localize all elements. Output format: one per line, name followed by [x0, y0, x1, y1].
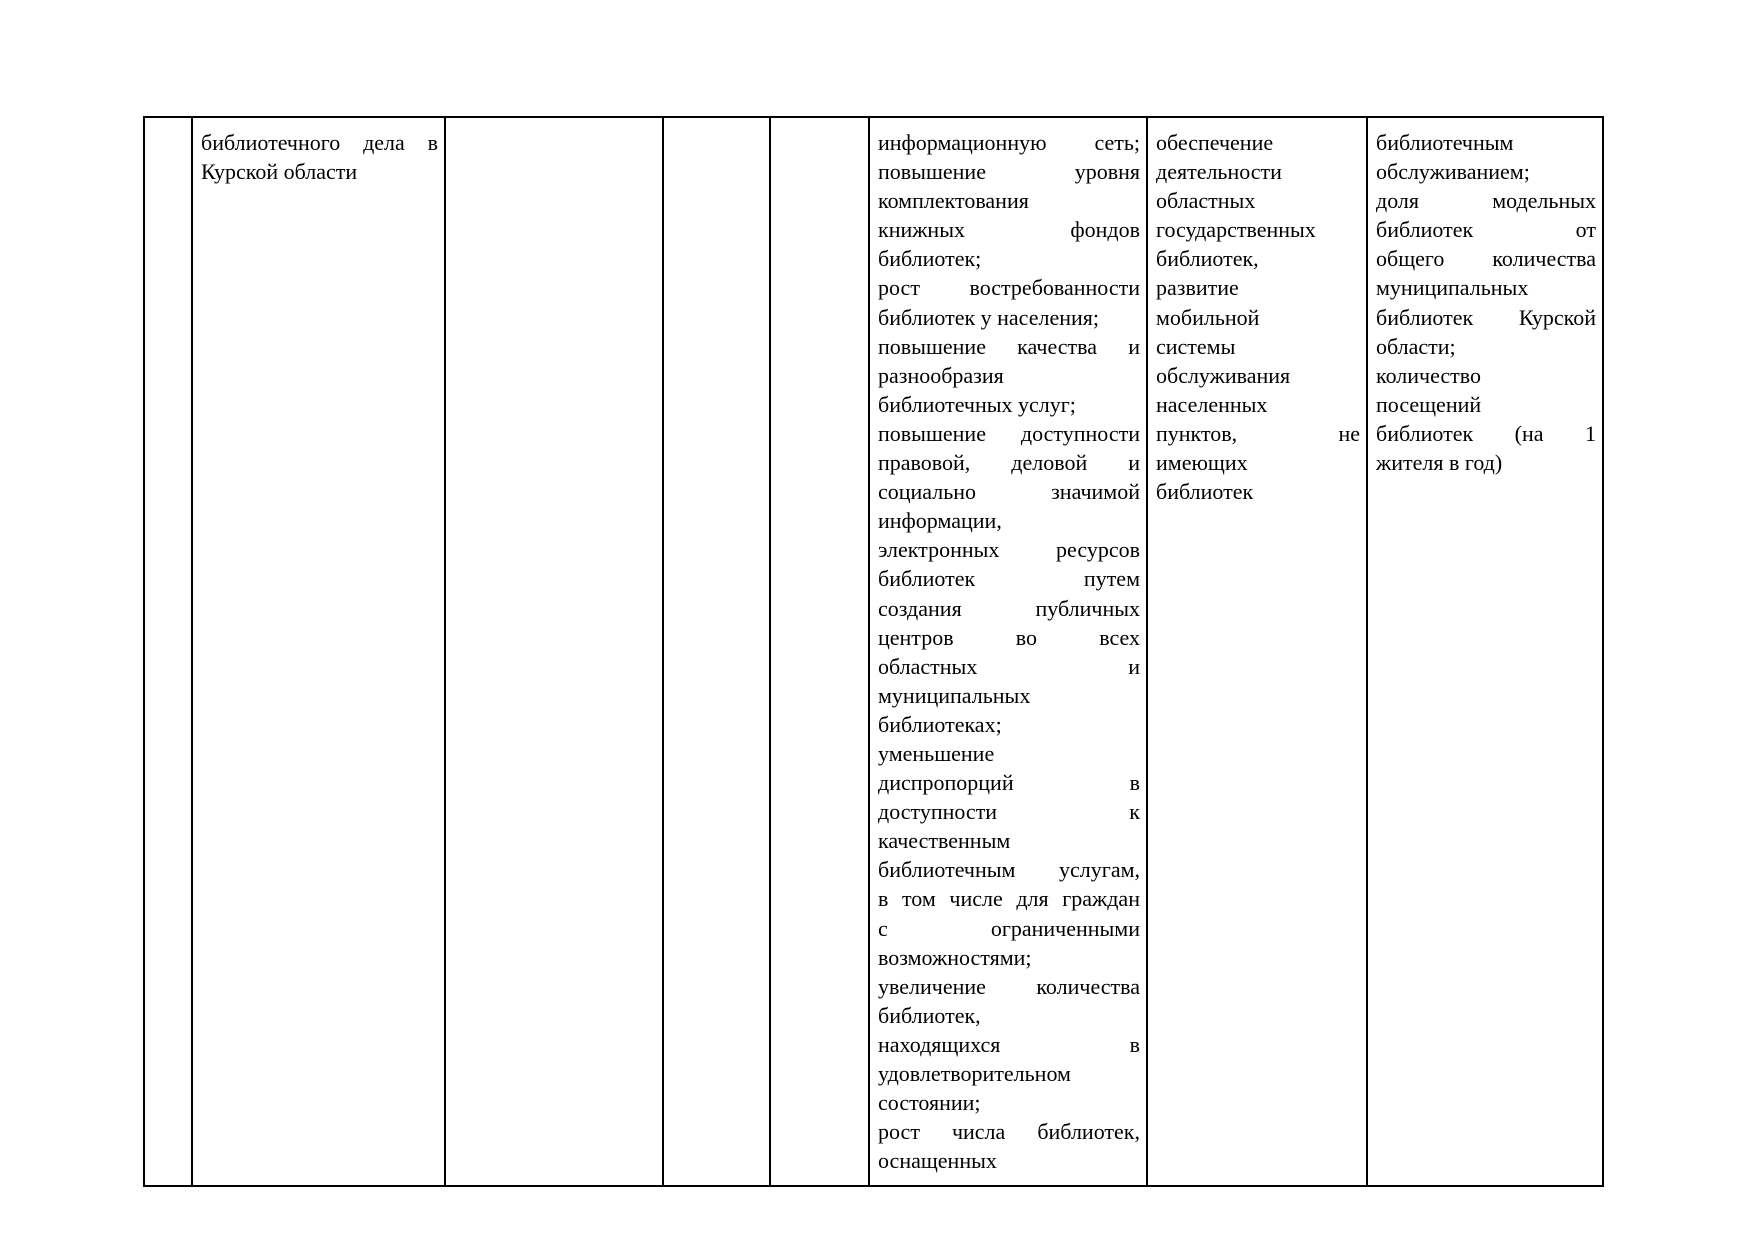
text-word: путем [1083, 566, 1140, 592]
text-word: в [1129, 770, 1140, 796]
text-line [878, 797, 1140, 826]
text-line: муниципальных [878, 682, 1031, 708]
text-line [878, 855, 1140, 884]
text-line [878, 157, 1140, 186]
text-word: в [1129, 1031, 1140, 1057]
text-word: повышение [878, 420, 986, 446]
text-line [878, 215, 1140, 244]
text-line: имеющих [1156, 450, 1248, 476]
text-word: востребованности [969, 275, 1140, 301]
text-line [878, 477, 1140, 506]
text-line [1156, 419, 1360, 448]
program-continuation-table [143, 116, 1604, 1187]
text-line [878, 448, 1140, 477]
text-line: муниципальных [1376, 275, 1529, 301]
text-line: обслуживанием; [1376, 159, 1530, 185]
text-word: модельных [1492, 188, 1596, 214]
text-word: количества [1036, 973, 1140, 999]
text-word: в [878, 886, 889, 912]
text-line [878, 914, 1140, 943]
text-line [878, 972, 1140, 1001]
text-line: системы [1156, 333, 1236, 359]
text-word: 1 [1585, 420, 1596, 446]
text-line [878, 535, 1140, 564]
text-word: информационную [878, 130, 1047, 155]
cell-empty-3 [445, 117, 663, 1186]
text-line: разнообразия [878, 362, 1004, 388]
text-word: центров [878, 624, 954, 650]
text-word: библиотечного [201, 130, 341, 155]
text-line [1376, 303, 1596, 332]
text-word: числе [949, 886, 1003, 912]
text-line: развитие [1156, 275, 1239, 301]
text-line: обеспечение [1156, 130, 1274, 155]
text-word: общего [1376, 246, 1445, 272]
text-word: граждан [1062, 886, 1140, 912]
text-word: том [901, 886, 936, 912]
text-word: не [1338, 420, 1360, 446]
text-line [878, 1030, 1140, 1059]
text-line: библиотек, [878, 1002, 981, 1028]
text-line [878, 652, 1140, 681]
text-word: увеличение [878, 973, 986, 999]
text-line: библиотечных услуг; [878, 391, 1076, 417]
cell-row-number [144, 117, 192, 1186]
text-line: посещений [1376, 391, 1482, 417]
table-row [144, 117, 1603, 1186]
cell-activities [1147, 117, 1367, 1186]
text-line: Курской области [201, 159, 358, 185]
text-line: библиотек, [1156, 246, 1259, 272]
text-word: доступности [878, 799, 998, 825]
text-word: всех [1099, 624, 1140, 650]
text-word: (на [1514, 420, 1544, 446]
text-word: диспропорций [878, 770, 1014, 796]
text-line: библиотечным [1376, 130, 1514, 155]
text-word: количества [1492, 246, 1596, 272]
text-line: мобильной [1156, 304, 1260, 330]
text-word: создания [878, 595, 962, 621]
text-word: библиотек, [1037, 1119, 1140, 1145]
text-word: доля [1376, 188, 1420, 214]
text-line [878, 273, 1140, 302]
text-line: уменьшение [878, 740, 995, 766]
text-word: от [1575, 217, 1596, 243]
text-word: библиотек [1376, 217, 1474, 243]
text-line: количество [1376, 362, 1482, 388]
text-word: социально [878, 479, 977, 505]
text-line [1376, 215, 1596, 244]
cell-indicators [1367, 117, 1603, 1186]
text-line [1376, 244, 1596, 273]
text-line: возможностями; [878, 944, 1032, 970]
text-line: состоянии; [878, 1090, 981, 1116]
cell-expected-results [869, 117, 1147, 1186]
text-word: во [1015, 624, 1038, 650]
text-line [1376, 186, 1596, 215]
text-word: к [1129, 799, 1140, 825]
text-line [878, 1117, 1140, 1146]
text-word: качества [1017, 333, 1098, 359]
text-word: Курской [1518, 304, 1596, 330]
text-word: для [1016, 886, 1049, 912]
text-line: области; [1376, 333, 1456, 359]
text-word: уровня [1074, 159, 1140, 185]
text-word: находящихся [878, 1031, 1001, 1057]
text-word: фондов [1070, 217, 1140, 243]
text-line [878, 884, 1140, 913]
text-line: информации, [878, 508, 1002, 534]
text-word: деловой [1011, 450, 1088, 476]
text-line: оснащенных [878, 1148, 997, 1174]
text-word: числа [951, 1119, 1006, 1145]
text-word: библиотек [1376, 304, 1474, 330]
text-word: областных [878, 653, 978, 679]
text-line: государственных [1156, 217, 1316, 243]
text-word: услугам, [1059, 857, 1140, 883]
text-word: значимой [1051, 479, 1140, 505]
text-word: библиотек [1376, 420, 1474, 446]
text-word: рост [878, 275, 920, 301]
text-word: дела [363, 130, 405, 155]
text-word: и [1128, 333, 1140, 359]
text-word: электронных [878, 537, 1000, 563]
text-word: библиотечным [878, 857, 1016, 883]
text-word: и [1128, 450, 1140, 476]
text-word: в [427, 130, 438, 155]
text-line [1376, 419, 1596, 448]
text-word: книжных [878, 217, 965, 243]
text-line: библиотек [1156, 479, 1254, 505]
cell-empty-4 [663, 117, 770, 1186]
text-line: библиотек; [878, 246, 982, 272]
text-word: рост [878, 1119, 920, 1145]
text-word: ресурсов [1056, 537, 1140, 563]
text-line: областных [1156, 188, 1256, 214]
text-line [878, 594, 1140, 623]
text-line [201, 128, 438, 157]
text-line [878, 768, 1140, 797]
text-word: публичных [1035, 595, 1140, 621]
text-line: библиотек у населения; [878, 304, 1099, 330]
text-word: правовой, [878, 450, 971, 476]
text-word: библиотек [878, 566, 976, 592]
cell-empty-5 [770, 117, 869, 1186]
text-line: населенных [1156, 391, 1268, 417]
text-line [878, 564, 1140, 593]
text-line: комплектования [878, 188, 1029, 214]
text-line [878, 332, 1140, 361]
text-line: обслуживания [1156, 362, 1291, 388]
text-word: ограниченными [990, 915, 1140, 941]
text-word: сеть; [1094, 130, 1140, 155]
text-word: с [878, 915, 888, 941]
text-line: удовлетворительном [878, 1061, 1071, 1086]
text-line [878, 623, 1140, 652]
text-word: и [1128, 653, 1140, 679]
text-line [878, 419, 1140, 448]
text-word: повышение [878, 333, 986, 359]
text-word: доступности [1020, 420, 1140, 446]
cell-program-name [192, 117, 445, 1186]
text-word: пунктов, [1156, 420, 1238, 446]
text-line: библиотеках; [878, 711, 1002, 737]
text-word: повышение [878, 159, 986, 185]
text-line [878, 128, 1140, 157]
text-line: жителя в год) [1376, 450, 1503, 476]
text-line: качественным [878, 828, 1011, 854]
text-line: деятельности [1156, 159, 1282, 185]
